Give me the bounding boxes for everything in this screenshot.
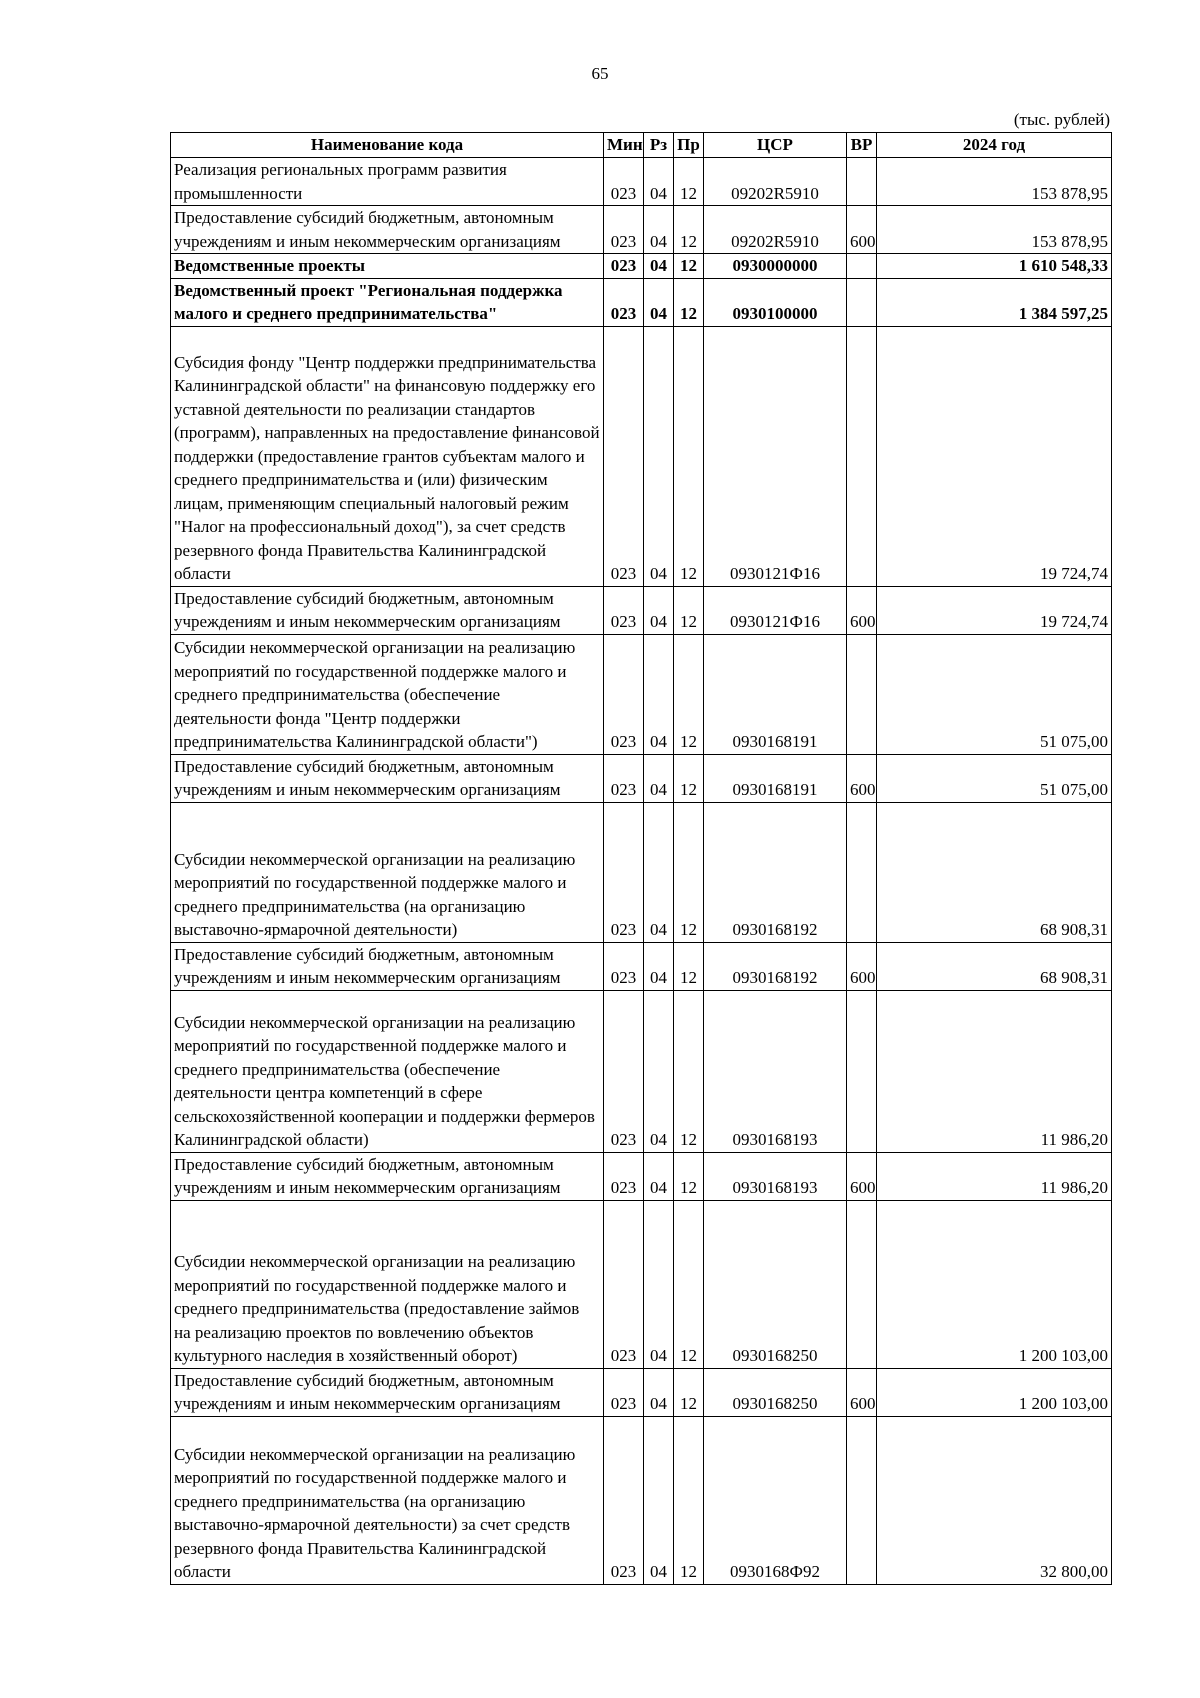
cell-name: Субсидии некоммерческой организации на реализацию мероприятий по государственной поддержке малого и среднего предпринимательства (на организацию выставочно-ярмарочной деятельности) [171, 802, 604, 942]
cell-rz: 04 [644, 158, 674, 206]
cell-pr: 12 [674, 942, 704, 990]
cell-rz: 04 [644, 254, 674, 279]
cell-rz: 04 [644, 326, 674, 586]
cell-csr: 0930168192 [704, 802, 847, 942]
cell-pr: 12 [674, 206, 704, 254]
cell-rz: 04 [644, 802, 674, 942]
cell-rz: 04 [644, 586, 674, 634]
cell-vr [847, 1200, 877, 1368]
header-min: Мин [604, 133, 644, 158]
cell-sum: 1 200 103,00 [877, 1368, 1112, 1416]
cell-min: 023 [604, 1152, 644, 1200]
table-row [171, 254, 1112, 279]
cell-pr: 12 [674, 1416, 704, 1584]
cell-name: Предоставление субсидий бюджетным, автономным учреждениям и иным некоммерческим организациям [171, 1368, 604, 1416]
cell-pr: 12 [674, 1200, 704, 1368]
cell-sum: 1 384 597,25 [877, 278, 1112, 326]
table-row [171, 158, 1112, 206]
cell-min: 023 [604, 1368, 644, 1416]
cell-sum: 11 986,20 [877, 1152, 1112, 1200]
cell-rz: 04 [644, 1200, 674, 1368]
cell-pr: 12 [674, 278, 704, 326]
cell-vr: 600 [847, 1368, 877, 1416]
cell-csr: 0930168250 [704, 1200, 847, 1368]
cell-vr: 600 [847, 754, 877, 802]
cell-rz: 04 [644, 990, 674, 1152]
cell-csr: 0930121Ф16 [704, 326, 847, 586]
cell-rz: 04 [644, 206, 674, 254]
cell-name: Предоставление субсидий бюджетным, автономным учреждениям и иным некоммерческим организациям [171, 942, 604, 990]
cell-pr: 12 [674, 158, 704, 206]
table-row [171, 990, 1112, 1152]
header-name: Наименование кода [171, 133, 604, 158]
table-row [171, 278, 1112, 326]
cell-min: 023 [604, 802, 644, 942]
cell-name: Предоставление субсидий бюджетным, автономным учреждениям и иным некоммерческим организациям [171, 754, 604, 802]
header-pr: Пр [674, 133, 704, 158]
header-rz: Рз [644, 133, 674, 158]
table-row [171, 802, 1112, 942]
cell-rz: 04 [644, 1152, 674, 1200]
cell-vr [847, 802, 877, 942]
cell-name: Реализация региональных программ развития промышленности [171, 158, 604, 206]
cell-rz: 04 [644, 942, 674, 990]
cell-name: Субсидии некоммерческой организации на реализацию мероприятий по государственной поддержке малого и среднего предпринимательства (обеспечение деятельности центра компетенций в сфере сельскохозяйственной кооперации и поддержки фермеров Калининградской области) [171, 990, 604, 1152]
table-row [171, 942, 1112, 990]
cell-name: Субсидии некоммерческой организации на реализацию мероприятий по государственной поддержке малого и среднего предпринимательства (на организацию выставочно-ярмарочной деятельности) за счет средств резервного фонда Правительства Калининградской области [171, 1416, 604, 1584]
cell-pr: 12 [674, 1152, 704, 1200]
cell-rz: 04 [644, 1416, 674, 1584]
table-row [171, 326, 1112, 586]
cell-sum: 19 724,74 [877, 586, 1112, 634]
budget-table [170, 132, 1112, 1585]
cell-pr: 12 [674, 254, 704, 279]
cell-name: Ведомственный проект "Региональная поддержка малого и среднего предпринимательства" [171, 278, 604, 326]
cell-name: Субсидия фонду "Центр поддержки предпринимательства Калининградской области" на финансовую поддержку его уставной деятельности по реализации стандартов (программ), направленных на предоставление финансовой поддержки (предоставление грантов субъектам малого и среднего предпринимательства и (или) физическим лицам, применяющим специальный налоговый режим "Налог на профессиональный доход"), за счет средств резервного фонда Правительства Калининградской области [171, 326, 604, 586]
units-label: (тыс. рублей) [1013, 110, 1110, 129]
cell-min: 023 [604, 206, 644, 254]
cell-sum: 51 075,00 [877, 634, 1112, 754]
cell-vr [847, 1416, 877, 1584]
header-vr: ВР [847, 133, 877, 158]
cell-csr: 09202R5910 [704, 158, 847, 206]
cell-vr [847, 254, 877, 279]
cell-csr: 0930000000 [704, 254, 847, 279]
cell-name: Ведомственные проекты [171, 254, 604, 279]
cell-csr: 0930168193 [704, 990, 847, 1152]
cell-min: 023 [604, 158, 644, 206]
cell-name: Предоставление субсидий бюджетным, автономным учреждениям и иным некоммерческим организациям [171, 1152, 604, 1200]
table-row [171, 754, 1112, 802]
cell-name: Предоставление субсидий бюджетным, автономным учреждениям и иным некоммерческим организациям [171, 206, 604, 254]
cell-csr: 0930168Ф92 [704, 1416, 847, 1584]
cell-min: 023 [604, 254, 644, 279]
cell-pr: 12 [674, 634, 704, 754]
cell-min: 023 [604, 942, 644, 990]
cell-pr: 12 [674, 802, 704, 942]
cell-pr: 12 [674, 586, 704, 634]
cell-sum: 153 878,95 [877, 206, 1112, 254]
cell-min: 023 [604, 586, 644, 634]
cell-csr: 0930121Ф16 [704, 586, 847, 634]
cell-pr: 12 [674, 1368, 704, 1416]
cell-rz: 04 [644, 1368, 674, 1416]
table-body [171, 158, 1112, 1585]
cell-vr [847, 158, 877, 206]
cell-pr: 12 [674, 990, 704, 1152]
cell-csr: 0930168193 [704, 1152, 847, 1200]
cell-vr: 600 [847, 942, 877, 990]
cell-csr: 0930100000 [704, 278, 847, 326]
table-row [171, 1200, 1112, 1368]
cell-sum: 32 800,00 [877, 1416, 1112, 1584]
cell-csr: 09202R5910 [704, 206, 847, 254]
cell-sum: 51 075,00 [877, 754, 1112, 802]
cell-min: 023 [604, 1416, 644, 1584]
cell-min: 023 [604, 754, 644, 802]
cell-min: 023 [604, 326, 644, 586]
cell-vr [847, 990, 877, 1152]
cell-min: 023 [604, 278, 644, 326]
cell-csr: 0930168192 [704, 942, 847, 990]
cell-pr: 12 [674, 326, 704, 586]
table-header-row [171, 133, 1112, 158]
cell-vr [847, 278, 877, 326]
table-row [171, 206, 1112, 254]
cell-sum: 19 724,74 [877, 326, 1112, 586]
cell-name: Субсидии некоммерческой организации на реализацию мероприятий по государственной поддержке малого и среднего предпринимательства (обеспечение деятельности фонда "Центр поддержки предпринимательства Калининградской области") [171, 634, 604, 754]
cell-min: 023 [604, 1200, 644, 1368]
cell-rz: 04 [644, 634, 674, 754]
cell-name: Предоставление субсидий бюджетным, автономным учреждениям и иным некоммерческим организациям [171, 586, 604, 634]
cell-sum: 1 610 548,33 [877, 254, 1112, 279]
cell-vr [847, 326, 877, 586]
cell-sum: 68 908,31 [877, 942, 1112, 990]
table-row [171, 1368, 1112, 1416]
header-csr: ЦСР [704, 133, 847, 158]
cell-rz: 04 [644, 754, 674, 802]
cell-vr: 600 [847, 1152, 877, 1200]
cell-min: 023 [604, 634, 644, 754]
cell-min: 023 [604, 990, 644, 1152]
table-row [171, 1152, 1112, 1200]
cell-sum: 68 908,31 [877, 802, 1112, 942]
table-row [171, 1416, 1112, 1584]
cell-sum: 153 878,95 [877, 158, 1112, 206]
cell-name: Субсидии некоммерческой организации на реализацию мероприятий по государственной поддержке малого и среднего предпринимательства (предоставление займов на реализацию проектов по вовлечению объектов культурного наследия в хозяйственный оборот) [171, 1200, 604, 1368]
cell-rz: 04 [644, 278, 674, 326]
cell-vr [847, 634, 877, 754]
cell-csr: 0930168191 [704, 754, 847, 802]
table-row [171, 634, 1112, 754]
cell-vr: 600 [847, 206, 877, 254]
header-sum: 2024 год [877, 133, 1112, 158]
table-row [171, 586, 1112, 634]
cell-sum: 11 986,20 [877, 990, 1112, 1152]
cell-pr: 12 [674, 754, 704, 802]
cell-sum: 1 200 103,00 [877, 1200, 1112, 1368]
page-number: 65 [591, 64, 609, 83]
cell-csr: 0930168191 [704, 634, 847, 754]
cell-vr: 600 [847, 586, 877, 634]
cell-csr: 0930168250 [704, 1368, 847, 1416]
